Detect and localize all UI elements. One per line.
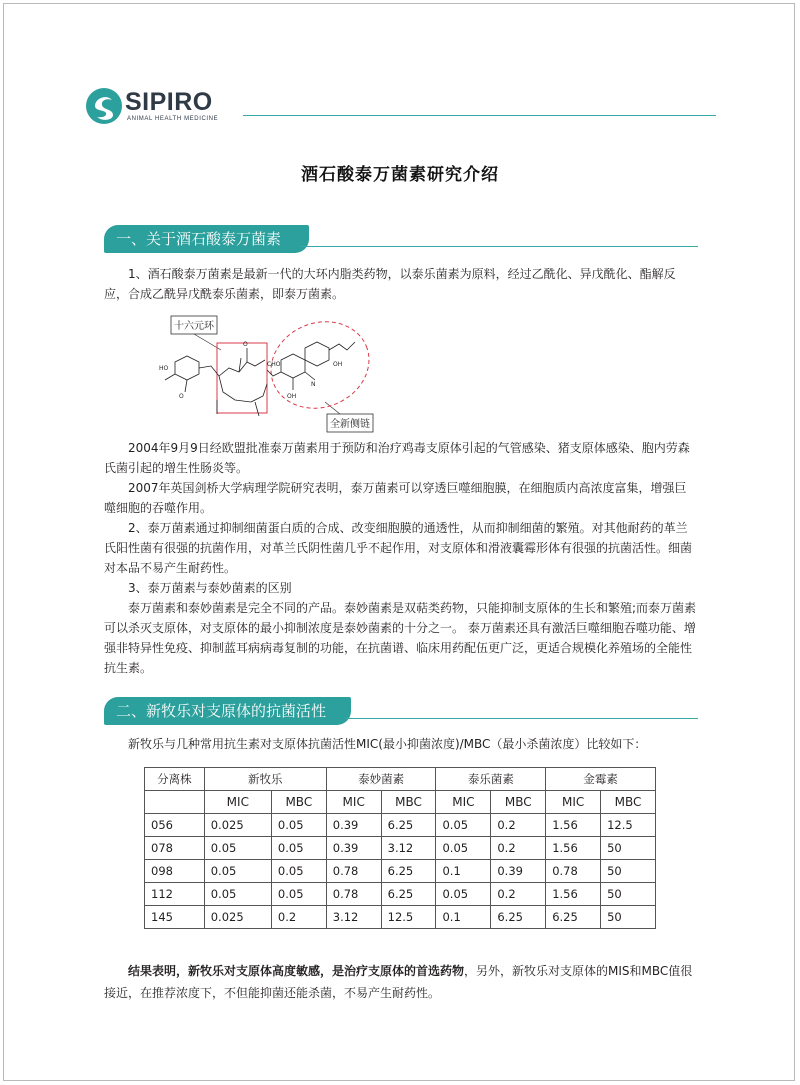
- table-cell: 12.5: [381, 906, 436, 929]
- header-mic: MIC: [436, 791, 491, 814]
- logo-wordmark: SIPIRO: [125, 88, 213, 116]
- table-cell: 0.05: [436, 883, 491, 906]
- table-cell: 1.56: [546, 837, 601, 860]
- svg-text:OH: OH: [287, 393, 297, 400]
- section-2-intro: 新牧乐与几种常用抗生素对支原体抗菌活性MIC(最小抑菌浓度)/MBC（最小杀菌浓度）比较如下：: [128, 737, 647, 751]
- sipiro-logo-mark-icon: [85, 86, 123, 126]
- table-cell: 50: [601, 860, 656, 883]
- table-cell: 0.05: [271, 814, 326, 837]
- section-2-heading: 二、新牧乐对支原体的抗菌活性: [104, 697, 351, 725]
- header-mic: MIC: [204, 791, 271, 814]
- table-cell: 0.78: [326, 883, 381, 906]
- table-cell: 056: [145, 814, 205, 837]
- table-cell: 0.39: [326, 814, 381, 837]
- table-cell: 3.12: [326, 906, 381, 929]
- table-cell: 6.25: [546, 906, 601, 929]
- header-mbc: MBC: [271, 791, 326, 814]
- label-ring: 十六元环: [174, 321, 214, 332]
- svg-text:CHO: CHO: [267, 361, 281, 368]
- table-cell: 1.56: [546, 883, 601, 906]
- table-cell: 098: [145, 860, 205, 883]
- header-group: 泰妙菌素: [326, 768, 436, 791]
- table-cell: 0.05: [436, 814, 491, 837]
- header-group: 新牧乐: [204, 768, 326, 791]
- table-cell: 6.25: [381, 883, 436, 906]
- table-cell: 3.12: [381, 837, 436, 860]
- table-row: [145, 837, 656, 860]
- table-cell: 50: [601, 906, 656, 929]
- table-cell: 12.5: [601, 814, 656, 837]
- table-cell: 0.2: [491, 837, 546, 860]
- header-mbc: MBC: [381, 791, 436, 814]
- table-cell: 50: [601, 883, 656, 906]
- header-mic: MIC: [326, 791, 381, 814]
- table-cell: 6.25: [381, 814, 436, 837]
- table-cell: 145: [145, 906, 205, 929]
- table-cell: 0.05: [204, 883, 271, 906]
- table-cell: 0.39: [491, 860, 546, 883]
- table-subheader-row: [145, 791, 656, 814]
- svg-text:O: O: [179, 393, 184, 400]
- header-strain: 分离株: [145, 768, 205, 791]
- svg-text:O: O: [243, 341, 248, 348]
- table-cell: 6.25: [491, 906, 546, 929]
- table-cell: 078: [145, 837, 205, 860]
- svg-text:N: N: [311, 381, 316, 388]
- section-1-paragraph-4: 2、泰万菌素通过抑制细菌蛋白质的合成、改变细胞膜的通透性，从而抑制细菌的繁殖。对其他耐药的革兰氏阳性菌有很强的抗菌作用，对革兰氏阴性菌几乎不起作用，对支原体和滑液囊霉形体有很强的抗菌活性。细菌对本品不易产生耐药性。: [104, 521, 693, 575]
- header-mbc: MBC: [491, 791, 546, 814]
- header-rule: [243, 115, 716, 116]
- table-cell: 0.78: [546, 860, 601, 883]
- table-cell: 0.05: [271, 883, 326, 906]
- table-cell: 50: [601, 837, 656, 860]
- table-cell: 0.2: [271, 906, 326, 929]
- table-row: [145, 883, 656, 906]
- molecule-structure-diagram: [155, 310, 375, 440]
- section-1-paragraph-6: 泰万菌素和泰妙菌素是完全不同的产品。泰妙菌素是双萜类药物，只能抑制支原体的生长和繁殖;而泰万菌素可以杀灭支原体，对支原体的最小抑制浓度是泰妙菌素的十分之一。 泰万菌素还具有激活巨噬细胞吞噬功能、增强非特异性免疫、抑制蓝耳病病毒复制的功能，在抗菌谱、临床用药配伍更广泛，更适合规模化养殖场的全能性抗生素。: [104, 601, 697, 675]
- table-cell: 0.2: [491, 883, 546, 906]
- sipiro-logo: [85, 86, 235, 128]
- table-cell: 0.1: [436, 860, 491, 883]
- table-cell: 0.78: [326, 860, 381, 883]
- table-header-row: [145, 768, 656, 791]
- table-cell: 0.05: [271, 860, 326, 883]
- table-cell: 0.39: [326, 837, 381, 860]
- svg-text:HO: HO: [159, 365, 169, 372]
- table-row: [145, 906, 656, 929]
- table-cell: 6.25: [381, 860, 436, 883]
- section-1-paragraph-2: 2004年9月9日经欧盟批准泰万菌素用于预防和治疗鸡毒支原体引起的气管感染、猪支原体感染、胞内劳森氏菌引起的增生性肠炎等。: [104, 441, 690, 475]
- table-cell: 0.025: [204, 814, 271, 837]
- section-1-paragraph-1: 1、酒石酸泰万菌素是最新一代的大环内脂类药物，以泰乐菌素为原料，经过乙酰化、异戊酰化、酯解反应，合成乙酰异戊酰泰乐菌素，即泰万菌素。: [104, 267, 676, 301]
- table-cell: 1.56: [546, 814, 601, 837]
- header-mic: MIC: [546, 791, 601, 814]
- table-cell: 0.2: [491, 814, 546, 837]
- conclusion-text: ，另外，新牧乐对支原体的MIS和MBC值很接近，在推荐浓度下，不但能抑菌还能杀菌，不易产生耐药性。: [104, 964, 693, 1000]
- table-cell: 0.05: [436, 837, 491, 860]
- table-cell: 0.1: [436, 906, 491, 929]
- table-body: [145, 814, 656, 929]
- table-cell: 0.05: [204, 860, 271, 883]
- header-group: 金霉素: [546, 768, 656, 791]
- table-cell: 0.05: [271, 837, 326, 860]
- section-1-paragraph-3: 2007年英国剑桥大学病理学院研究表明，泰万菌素可以穿透巨噬细胞膜，在细胞质内高浓度富集，增强巨噬细胞的吞噬作用。: [104, 481, 687, 515]
- antibacterial-activity-table: [144, 767, 656, 929]
- table-cell: 0.05: [204, 837, 271, 860]
- label-chain: 全新侧链: [330, 419, 370, 430]
- logo-tagline: ANIMAL HEALTH MEDICINE: [127, 116, 219, 122]
- conclusion-bold: 结果表明，新牧乐对支原体高度敏感，是治疗支原体的首选药物: [128, 964, 465, 978]
- section-1-heading: 一、关于酒石酸泰万菌素: [104, 225, 309, 253]
- page-title: 酒石酸泰万菌素研究介绍: [301, 165, 499, 185]
- header-group: 泰乐菌素: [436, 768, 546, 791]
- section-1-rule: [300, 246, 698, 247]
- table-cell: 0.025: [204, 906, 271, 929]
- section-1-paragraph-5: 3、泰万菌素与泰妙菌素的区别: [128, 581, 292, 595]
- table-cell: 112: [145, 883, 205, 906]
- svg-text:OH: OH: [333, 361, 343, 368]
- section-2-rule: [345, 718, 698, 719]
- table-row: [145, 814, 656, 837]
- table-row: [145, 860, 656, 883]
- header-mbc: MBC: [601, 791, 656, 814]
- conclusion-paragraph: [104, 960, 698, 1004]
- header-blank: [145, 791, 205, 814]
